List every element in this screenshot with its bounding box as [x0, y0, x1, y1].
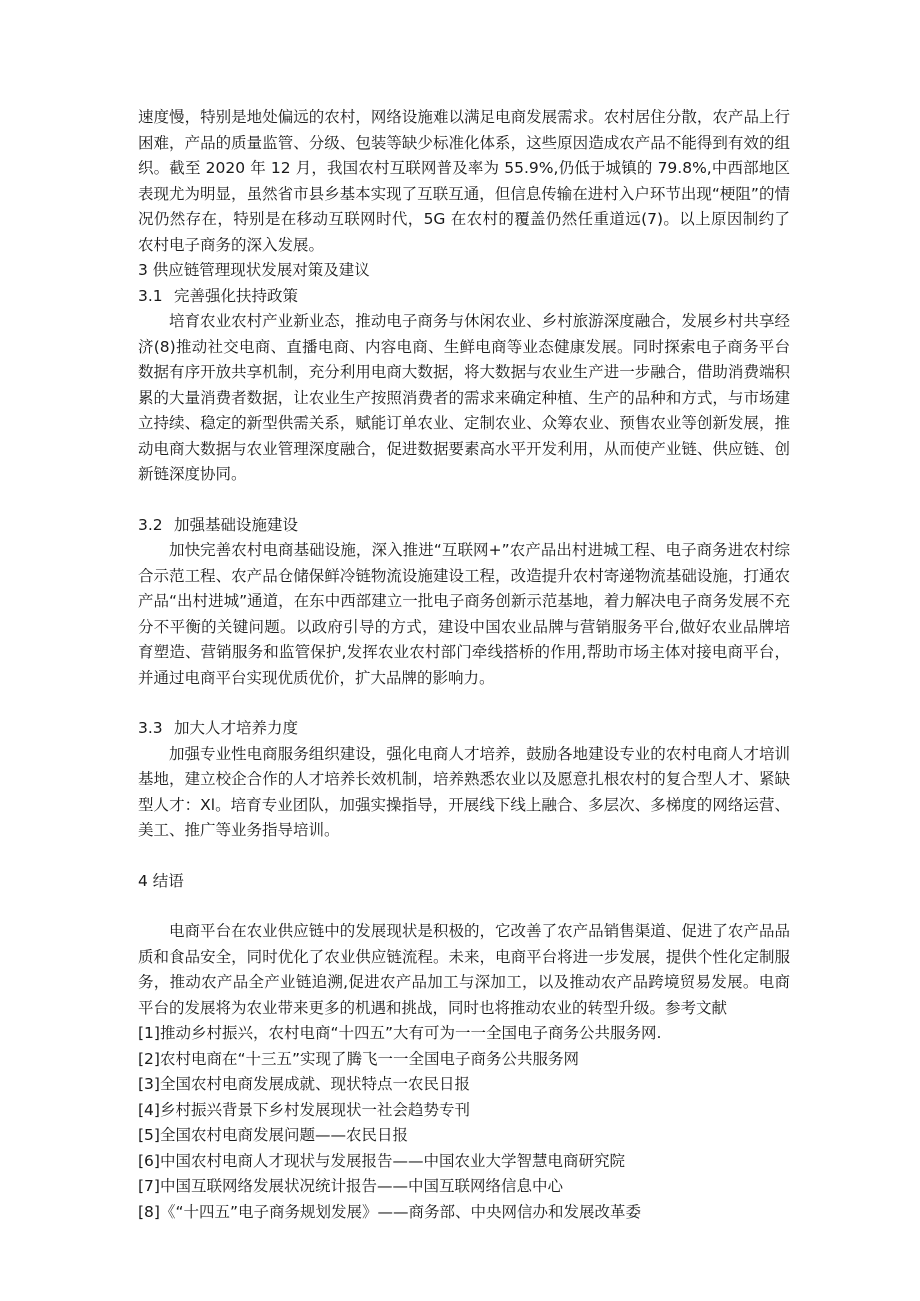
section-3-2-title: 加强基础设施建设 — [174, 515, 299, 534]
spacer — [138, 844, 790, 869]
reference-item: [3]全国农村电商发展成就、现状特点一农民日报 — [138, 1075, 470, 1093]
section-3-2-body: 加快完善农村电商基础设施，深入推进“互联网+”农产品出村进城工程、电子商务进农村综合示范工程、农产品仓储保鲜冷链物流设施建设工程，改造提升农村寄递物流基础设施，打通农产品“出村进城”通道，在东中西部建立一批电子商务创新示范基地，着力解决电子商务发展不充分不平衡的关键问题。以政府引导的方式，建设中国农业品牌与营销服务平台,做好农业品牌培育塑造、营销服务和监管保护,发挥农业农村部门牵线搭桥的作用,帮助市场主体对接电商平台，并通过电商平台实现优质优价，扩大品牌的影响力。 — [138, 541, 790, 687]
reference-item: [4]乡村振兴背景下乡村发展现状一社会趋势专刊 — [138, 1100, 470, 1119]
section-3-1-title: 完善强化扶持政策 — [174, 286, 299, 305]
reference-item: [6]中国农村电商人才现状与发展报告——中国农业大学智慧电商研究院 — [138, 1151, 625, 1170]
spacer — [138, 691, 790, 716]
section-3-3-heading — [138, 716, 790, 742]
section-3-2-number: 3.2 — [138, 515, 163, 534]
reference-list — [138, 1021, 790, 1225]
section-3-heading: 3 供应链管理现状发展对策及建议 — [138, 261, 370, 279]
reference-item: [8]《“十四五”电子商务规划发展》——商务部、中央网信办和发展改革委 — [138, 1202, 642, 1221]
document-page — [138, 105, 790, 1225]
reference-item: [1]推动乡村振兴，农村电商“十四五”大有可为一一全国电子商务公共服务网. — [138, 1024, 662, 1042]
reference-item: [7]中国互联网络发展状况统计报告——中国互联网络信息中心 — [138, 1177, 563, 1195]
spacer — [138, 894, 790, 919]
section-4-body: 电商平台在农业供应链中的发展现状是积极的，它改善了农产品销售渠道、促进了农产品品质和食品安全，同时优化了农业供应链流程。未来，电商平台将进一步发展，提供个性化定制服务，推动农产品全产业链追溯,促进农产品加工与深加工，以及推动农产品跨境贸易发展。电商平台的发展将为农业带来更多的机遇和挑战，同时也将推动农业的转型升级。参考文献 — [138, 922, 790, 1017]
section-4-heading: 4 结语 — [138, 871, 184, 890]
reference-item: [2]农村电商在“十三五”实现了腾飞一一全国电子商务公共服务网 — [138, 1049, 580, 1068]
reference-item: [5]全国农村电商发展问题——农民日报 — [138, 1126, 408, 1144]
section-3-3-body: 加强专业性电商服务组织建设，强化电商人才培养，鼓励各地建设专业的农村电商人才培训基地，建立校企合作的人才培养长效机制，培养熟悉农业以及愿意扎根农村的复合型人才、紧缺型人才：Xl。培育专业团队，加强实操指导，开展线下线上融合、多层次、多梯度的网络运营、美工、推广等业务指导培训。 — [138, 744, 790, 839]
spacer — [138, 488, 790, 513]
section-3-3-number: 3.3 — [138, 719, 163, 737]
section-3-1-heading — [138, 284, 790, 310]
section-3-2-heading — [138, 513, 790, 539]
section-3-1-number: 3.1 — [138, 286, 163, 305]
section-3-1-body: 培育农业农村产业新业态，推动电子商务与休闲农业、乡村旅游深度融合，发展乡村共享经济(8)推动社交电商、直播电商、内容电商、生鲜电商等业态健康发展。同时探索电子商务平台数据有序开放共享机制，充分利用电商大数据，将大数据与农业生产进一步融合，借助消费端积累的大量消费者数据，让农业生产按照消费者的需求来确定种植、生产的品种和方式，与市场建立持续、稳定的新型供需关系，赋能订单农业、定制农业、众筹农业、预售农业等创新发展，推动电商大数据与农业管理深度融合，促进数据要素高水平开发利用，从而使产业链、供应链、创新链深度协同。 — [138, 312, 790, 483]
intro-continuation-paragraph: 速度慢，特别是地处偏远的农村，网络设施难以满足电商发展需求。农村居住分散，农产品上行困难，产品的质量监管、分级、包装等缺少标准化体系，这些原因造成农产品不能得到有效的组织。截至 2020 年 12 月，我国农村互联网普及率为 55.9%,仍低于城镇的 79.8%,中西部地区表现尤为明显，虽然省市县乡基本实现了互联互通，但信息传输在进村入户环节出现“梗阻”的情况仍然存在，特别是在移动互联网时代，5G 在农村的覆盖仍然任重道远(7)。以上原因制约了农村电子商务的深入发展。 — [138, 108, 790, 254]
section-3-3-title: 加大人才培养力度 — [174, 719, 299, 737]
